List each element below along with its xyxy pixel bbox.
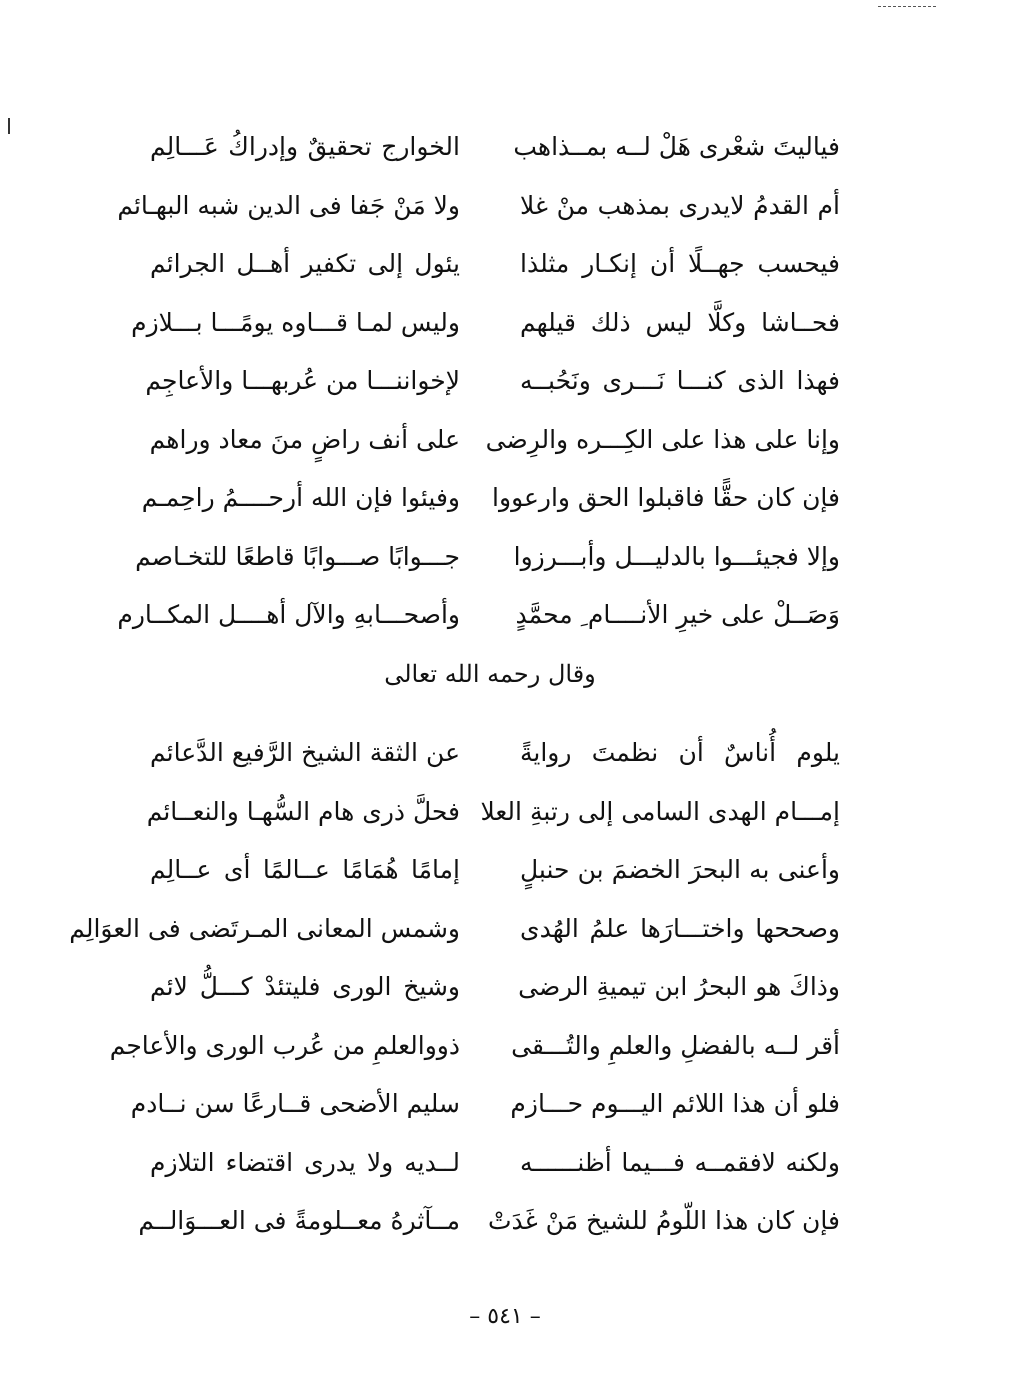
- verse: [130, 1075, 840, 1134]
- verse-second-hemistich: مــآثرهُ معــلومةً فى العـــوَالــم: [138, 1206, 460, 1236]
- verse-second-hemistich: جـــوابًا صـــوابًا قاطعًا للتخـاصم: [135, 541, 460, 571]
- verse: [150, 118, 840, 177]
- verse-first-hemistich: وَصَــلْ على خيرِ الأنــــام ِ محمَّدٍ: [515, 600, 840, 630]
- verse: [146, 783, 840, 842]
- verse-first-hemistich: أم القدمُ لايدرى بمذهب منْ غلا: [520, 190, 840, 220]
- verse: [135, 528, 840, 587]
- verse-first-hemistich: فحــاشا وكلَّا ليس ذلك قيلهم: [520, 307, 840, 337]
- verse-second-hemistich: وأصحـــابهِ والآل أهــــل المكــارم: [117, 600, 460, 630]
- verse-first-hemistich: فلو أن هذا اللائم اليـــوم حـــازم: [510, 1089, 840, 1119]
- verse-first-hemistich: فهذا الذى كنـــا نَـــرى ونَحُبــه: [520, 366, 840, 396]
- verse-first-hemistich: إمـــام الهدى السامى إلى رتبةِ العلا: [480, 796, 840, 826]
- verse-first-hemistich: فإن كان حقًّا فاقبلوا الحق وارعووا: [492, 483, 840, 513]
- verse-second-hemistich: وشيخ الورى فليتئدْ كـــلُّ لائم: [150, 972, 460, 1002]
- verse: [150, 958, 840, 1017]
- verse-first-hemistich: فياليتَ شعْرى هَلْ لــه بمــذاهب: [513, 132, 840, 162]
- verse: [117, 177, 840, 236]
- verse-second-hemistich: لإخواننـــا من عُربهـــا والأعاجِم: [145, 366, 460, 396]
- verse: [109, 1017, 840, 1076]
- verse-first-hemistich: وأعنى به البحرَ الخضمَ بن حنبلٍ: [520, 855, 840, 885]
- verse-second-hemistich: وشمس المعانى المـرتَضى فى العوَالِم: [69, 913, 460, 943]
- verse-second-hemistich: إمامًا هُمَامًا عــالمًا أى عــالِم: [150, 855, 460, 885]
- verse-second-hemistich: فحلَّ ذرى هام السُّهـا والنعــائم: [146, 796, 460, 826]
- verse: [117, 586, 840, 645]
- verse-first-hemistich: وإنا على هذا على الكِـــره والرِضى: [485, 424, 840, 454]
- verse: [150, 235, 840, 294]
- verse-second-hemistich: وليس لمـا قـــاوه يومًـــا بـــلازم: [131, 307, 460, 337]
- verse-second-hemistich: لــديه ولا يدرى اقتضاء التلازم: [150, 1147, 460, 1177]
- verse-second-hemistich: وفيئوا فإن الله أرحــــمُ راحِمـم: [141, 483, 460, 513]
- verse-second-hemistich: يئول إلى تكفير أهــل الجرائم: [150, 249, 460, 279]
- verse: [150, 411, 840, 470]
- margin-mark: [8, 118, 10, 134]
- verse: [141, 469, 840, 528]
- verse-second-hemistich: الخوارج تحقيقٌ وإدراكُ عَـــالِم: [150, 132, 460, 162]
- verse: [145, 352, 840, 411]
- poem-section-2: [69, 724, 840, 1251]
- verse: [150, 841, 840, 900]
- verse: [150, 1134, 840, 1193]
- verse-first-hemistich: وصححها واختـــارَها علمُ الهُدى: [520, 913, 840, 943]
- poem-section-1: [117, 118, 840, 645]
- verse-first-hemistich: يلوم أُناسٌ أن نظمتَ روايةً: [520, 738, 840, 768]
- verse-first-hemistich: وذاكَ هو البحرُ ابن تيميةِ الرضى: [518, 972, 840, 1002]
- verse: [150, 724, 840, 783]
- verse-second-hemistich: ذووالعلمِ من عُرب الورى والأعاجم: [109, 1030, 460, 1060]
- verse: [69, 900, 840, 959]
- verse-first-hemistich: ولكنه لافقمــه فـــيما أظنــــــه: [520, 1147, 840, 1177]
- verse-second-hemistich: على أنف راضٍ منَ معاد وراهم: [149, 424, 460, 454]
- page-number: – ٥٤١ –: [469, 1304, 541, 1329]
- poem-heading: وقال رحمه الله تعالى: [384, 660, 596, 688]
- verse-first-hemistich: وإلا فجيئـــوا بالدليـــل وأبـــرزوا: [513, 541, 840, 571]
- verse-second-hemistich: سليم الأضحى قــارعًا سن نــادم: [130, 1089, 460, 1119]
- verse-first-hemistich: فيحسب جهــلًا أن إنكـار مثلذا: [520, 249, 840, 279]
- verse-first-hemistich: أقر لــه بالفضلِ والعلمِ والتُـــقى: [511, 1030, 840, 1060]
- verse: [131, 294, 840, 353]
- verse: [138, 1192, 840, 1251]
- top-rule: [878, 6, 936, 7]
- verse-first-hemistich: فإن كان هذا اللّومُ للشيخ مَنْ غَدَتْ: [487, 1206, 840, 1236]
- verse-second-hemistich: عن الثقة الشيخ الرَّفيع الدَّعائم: [150, 738, 460, 768]
- verse-second-hemistich: ولا مَنْ جَفا فى الدين شبه البهـائم: [117, 190, 460, 220]
